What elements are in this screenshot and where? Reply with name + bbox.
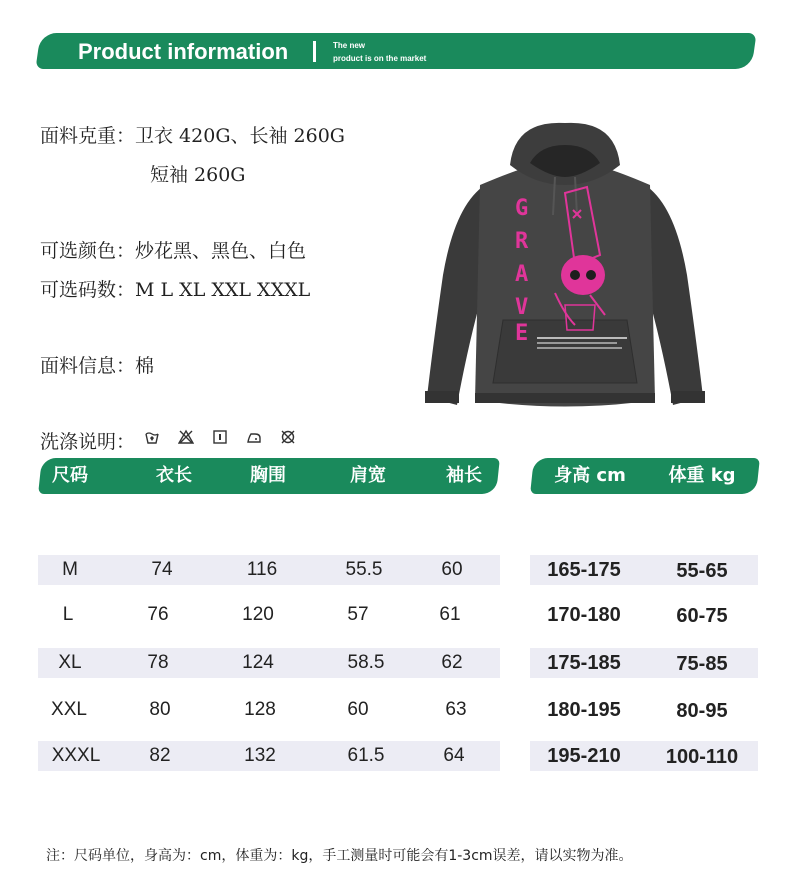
table-cell: 55.5: [345, 559, 383, 580]
size-header-shoulder: 肩宽: [350, 465, 386, 486]
table-cell: 170-180: [547, 604, 621, 626]
color-spec: [40, 236, 306, 263]
size-header-sleeve: 袖长: [446, 465, 482, 486]
footnote: 注：尺码单位，身高为：cm，体重为：kg，手工测量时可能会有1-3cm误差，请以实物为准。: [46, 848, 633, 864]
table-cell: 58.5: [347, 652, 385, 673]
table-cell: 60-75: [676, 605, 728, 627]
wash-label: 洗涤说明：: [40, 431, 136, 453]
table-cell: 124: [242, 652, 274, 673]
size-spec: [40, 275, 310, 302]
table-cell: 80: [149, 699, 171, 720]
color-label: 可选颜色：: [40, 240, 136, 262]
table-cell: 60: [441, 559, 463, 580]
subtitle-line-2: product is on the market: [333, 54, 427, 63]
weight-value-2: 短袖 260G: [150, 164, 246, 186]
graphic-letter-a: A: [515, 262, 529, 287]
graphic-letter-r: R: [515, 229, 529, 254]
table-cell: 60: [347, 699, 369, 720]
table-cell: 63: [445, 699, 467, 720]
table-cell: 55-65: [676, 560, 728, 582]
iron-icon: [246, 429, 262, 445]
tumble-dry-icon: [212, 429, 228, 445]
table-cell: 132: [244, 745, 276, 766]
table-cell: 82: [149, 745, 171, 766]
table-cell: 74: [151, 559, 173, 580]
graphic-letter-v: V: [515, 295, 529, 320]
size-header-size: 尺码: [52, 465, 88, 486]
no-bleach-icon: [178, 429, 194, 445]
table-cell: 57: [347, 604, 369, 625]
table-cell: 195-210: [547, 745, 621, 767]
table-cell: 116: [246, 559, 278, 580]
title-divider: [313, 41, 316, 62]
size-header-chest: 胸围: [250, 465, 286, 486]
table-cell: 76: [147, 604, 169, 625]
size-value: M L XL XXL XXXL: [135, 279, 311, 301]
graphic-letter-g: G: [515, 196, 529, 221]
table-cell: 100-110: [665, 746, 739, 768]
fabric-spec: [40, 351, 154, 378]
table-cell: 62: [441, 652, 463, 673]
table-cell: 128: [244, 699, 276, 720]
hand-wash-icon: [144, 429, 160, 445]
graphic-letter-e: E: [515, 321, 529, 346]
subtitle-line-1: The new: [333, 41, 366, 50]
size-header-length: 衣长: [156, 465, 192, 486]
table-cell: 180-195: [547, 699, 621, 721]
no-dry-clean-icon: [280, 429, 296, 445]
table-cell: 61: [439, 604, 461, 625]
page-title: Product information: [78, 39, 289, 64]
table-cell: M: [62, 559, 78, 580]
fabric-label: 面料信息：: [40, 355, 136, 377]
weight-value: 卫衣 420G、长袖 260G: [135, 125, 345, 147]
wash-spec: [40, 427, 135, 454]
table-cell: XL: [58, 652, 82, 673]
fit-header-height: 身高 cm: [554, 465, 626, 486]
table-cell: L: [62, 604, 74, 625]
table-cell: 165-175: [547, 559, 621, 581]
table-cell: 120: [242, 604, 274, 625]
care-icons: [144, 429, 296, 445]
table-cell: 61.5: [347, 745, 385, 766]
table-cell: 80-95: [676, 700, 728, 722]
size-label: 可选码数：: [40, 279, 136, 301]
table-cell: 75-85: [676, 653, 728, 675]
table-cell: XXXL: [51, 745, 101, 766]
table-cell: 64: [443, 745, 465, 766]
weight-spec: [40, 121, 345, 148]
hoodie-image: [415, 115, 715, 415]
header-subtitle: [333, 39, 426, 65]
weight-label: 面料克重：: [40, 125, 136, 147]
table-cell: 175-185: [547, 652, 621, 674]
table-cell: XXL: [51, 699, 87, 720]
table-cell: 78: [147, 652, 169, 673]
fabric-value: 棉: [135, 355, 155, 377]
color-value: 炒花黑、黑色、白色: [135, 240, 307, 262]
fit-header-weight: 体重 kg: [668, 465, 736, 486]
